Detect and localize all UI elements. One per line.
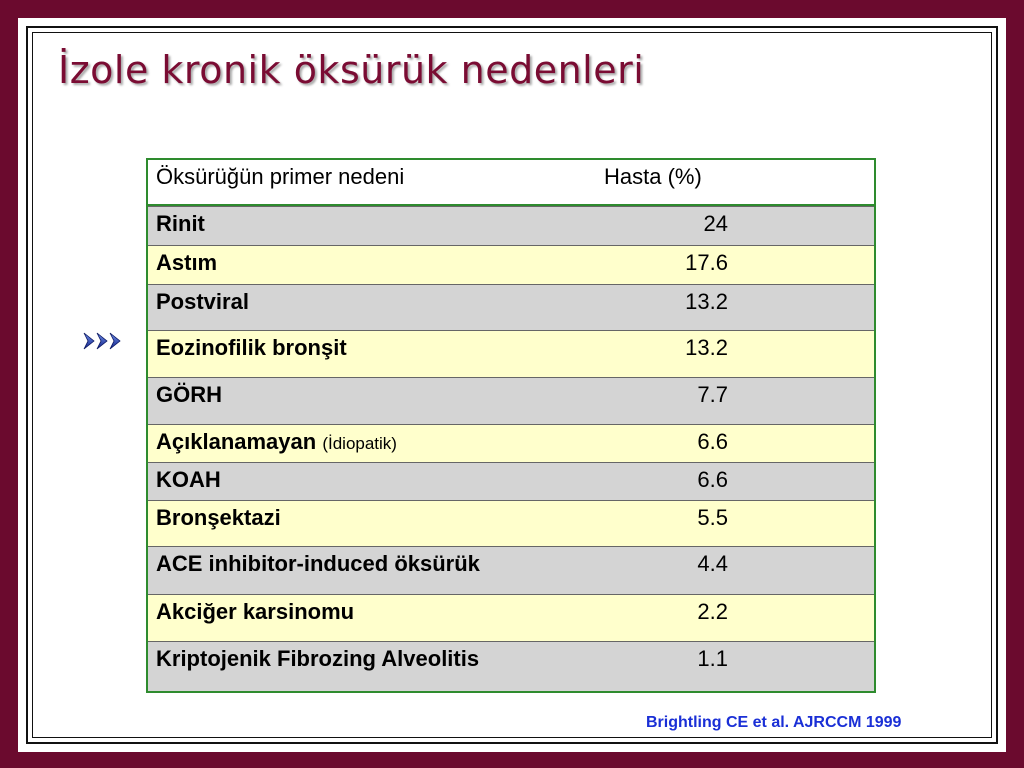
cause-cell: Rinit xyxy=(156,211,205,236)
percent-cell: 2.2 xyxy=(697,599,728,624)
citation-text: Brightling CE et al. AJRCCM 1999 xyxy=(646,714,902,731)
table-row xyxy=(148,500,874,546)
cause-cell xyxy=(148,425,598,462)
percent-cell: 13.2 xyxy=(685,335,728,360)
triple-arrow-icon xyxy=(82,330,126,352)
table-row xyxy=(148,546,874,594)
table-header-row xyxy=(148,160,874,206)
percent-cell: 5.5 xyxy=(697,505,728,530)
table-row xyxy=(148,594,874,641)
table-row xyxy=(148,245,874,284)
percent-cell: 13.2 xyxy=(685,289,728,314)
table-row xyxy=(148,206,874,245)
slide-title: İzole kronik öksürük nedenleri xyxy=(58,48,645,92)
header-percent: Hasta (%) xyxy=(604,164,702,189)
percent-cell: 6.6 xyxy=(697,467,728,492)
cause-cell: Kriptojenik Fibrozing Alveolitis xyxy=(156,646,480,671)
table-row xyxy=(148,377,874,424)
cause-cell: Postviral xyxy=(156,289,249,314)
table-row xyxy=(148,462,874,500)
header-cause: Öksürüğün primer nedeni xyxy=(156,164,405,189)
table-row xyxy=(148,284,874,330)
percent-cell: 17.6 xyxy=(685,250,728,275)
cause-label: Açıklanamayan xyxy=(156,429,317,454)
percent-cell: 7.7 xyxy=(697,382,728,407)
cause-cell: ACE inhibitor-induced öksürük xyxy=(156,551,480,576)
cause-cell: KOAH xyxy=(156,467,221,492)
percent-cell: 24 xyxy=(703,211,728,236)
cause-cell: GÖRH xyxy=(156,382,222,407)
cause-cell: Astım xyxy=(156,250,218,275)
table-row xyxy=(148,330,874,377)
cause-cell: Bronşektazi xyxy=(156,505,281,530)
percent-cell: 1.1 xyxy=(697,646,728,671)
cause-cell: Eozinofilik bronşit xyxy=(156,335,347,360)
table-row xyxy=(148,641,874,691)
slide-frame xyxy=(18,18,1006,752)
cause-cell: Akciğer karsinomu xyxy=(156,599,355,624)
percent-cell: 6.6 xyxy=(697,429,728,454)
cause-note: (İdiopatik) xyxy=(322,434,397,453)
table-row xyxy=(148,424,874,462)
causes-table xyxy=(146,158,876,693)
percent-cell: 4.4 xyxy=(697,551,728,576)
